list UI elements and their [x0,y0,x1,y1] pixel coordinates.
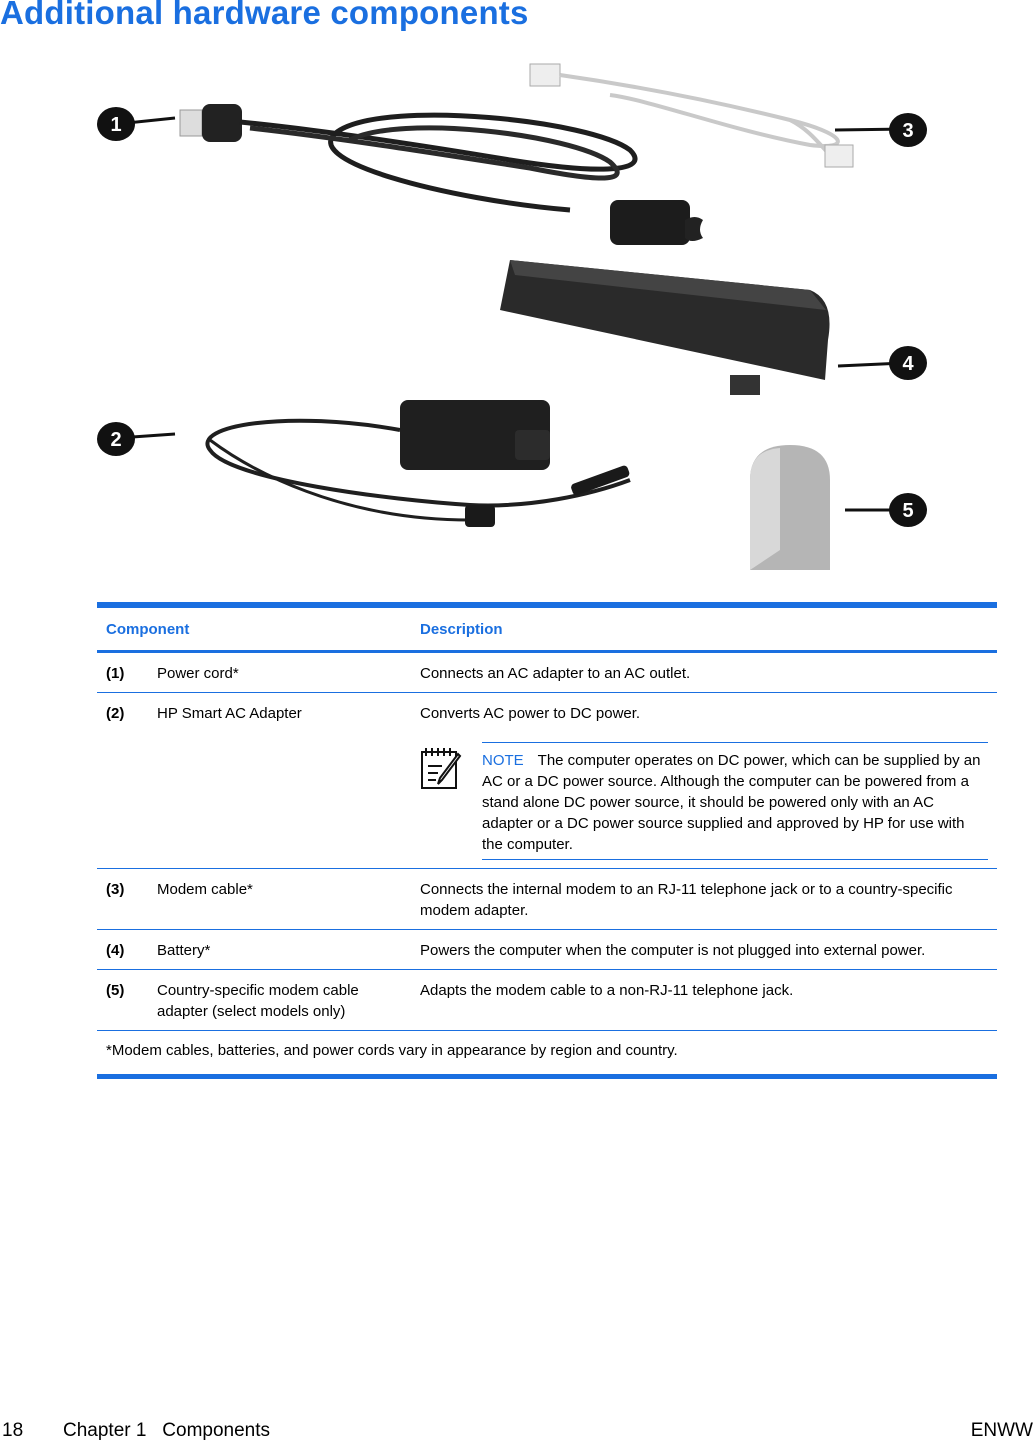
row-component: Battery* [157,942,211,959]
row-number: (5) [106,982,125,999]
note-text: The computer operates on DC power, which can be supplied by an AC or a DC power source. Although the computer can be powered from a stand alone DC power source, it should be powered only with an AC adapter or a DC power source supplied and approved by HP for use with the computer. [482,752,981,853]
svg-text:5: 5 [902,500,914,522]
callout-5 [845,493,927,527]
table-row [97,930,997,970]
row-number: (1) [106,665,125,682]
callout-3 [835,113,927,147]
page-title: Additional hardware components [0,0,529,31]
row-component: Country-specific modem cable adapter (select models only) [157,982,359,1020]
header-component: Component [106,620,190,638]
table-header [97,608,997,653]
doc-code: ENWW [970,1420,1033,1441]
svg-text:3: 3 [902,120,914,142]
row-component: HP Smart AC Adapter [157,705,302,722]
row-number: (3) [106,881,125,898]
page-number: 18 [2,1420,24,1441]
row-description: Adapts the modem cable to a non-RJ-11 telephone jack. [420,982,794,999]
callout-4 [838,346,927,380]
power-cord-image [180,104,703,245]
row-component: Modem cable* [157,881,253,898]
note-label: NOTE [482,752,524,769]
callout-2 [97,422,175,456]
note-box [420,742,988,860]
svg-text:1: 1 [110,114,122,136]
modem-adapter-image [750,445,830,570]
battery-image [500,260,830,395]
table-row [97,970,997,1031]
table-row [97,693,997,869]
header-description: Description [420,620,503,638]
chapter-label: Chapter 1 Components [63,1420,271,1441]
svg-text:4: 4 [902,353,914,375]
table-footnote: *Modem cables, batteries, and power cords vary in appearance by region and country. [106,1042,678,1059]
svg-text:2: 2 [110,429,122,451]
row-component: Power cord* [157,665,239,682]
modem-cable-image [530,64,853,167]
components-table [97,602,997,1079]
hardware-illustration [90,50,940,580]
note-text-block [482,742,988,860]
row-description: Connects an AC adapter to an AC outlet. [420,665,691,682]
row-description-block [420,703,997,868]
row-description: Converts AC power to DC power. [420,705,641,722]
row-description: Connects the internal modem to an RJ-11 telephone jack or to a country-specific modem adapter. [420,881,953,919]
callout-1 [97,107,175,141]
table-row [97,869,997,930]
table-bottom-rule [97,1074,997,1079]
table-row [97,653,997,693]
row-description: Powers the computer when the computer is not plugged into external power. [420,942,926,959]
ac-adapter-image [207,400,630,527]
note-icon [420,742,482,860]
row-number: (4) [106,942,125,959]
row-number: (2) [106,705,125,722]
